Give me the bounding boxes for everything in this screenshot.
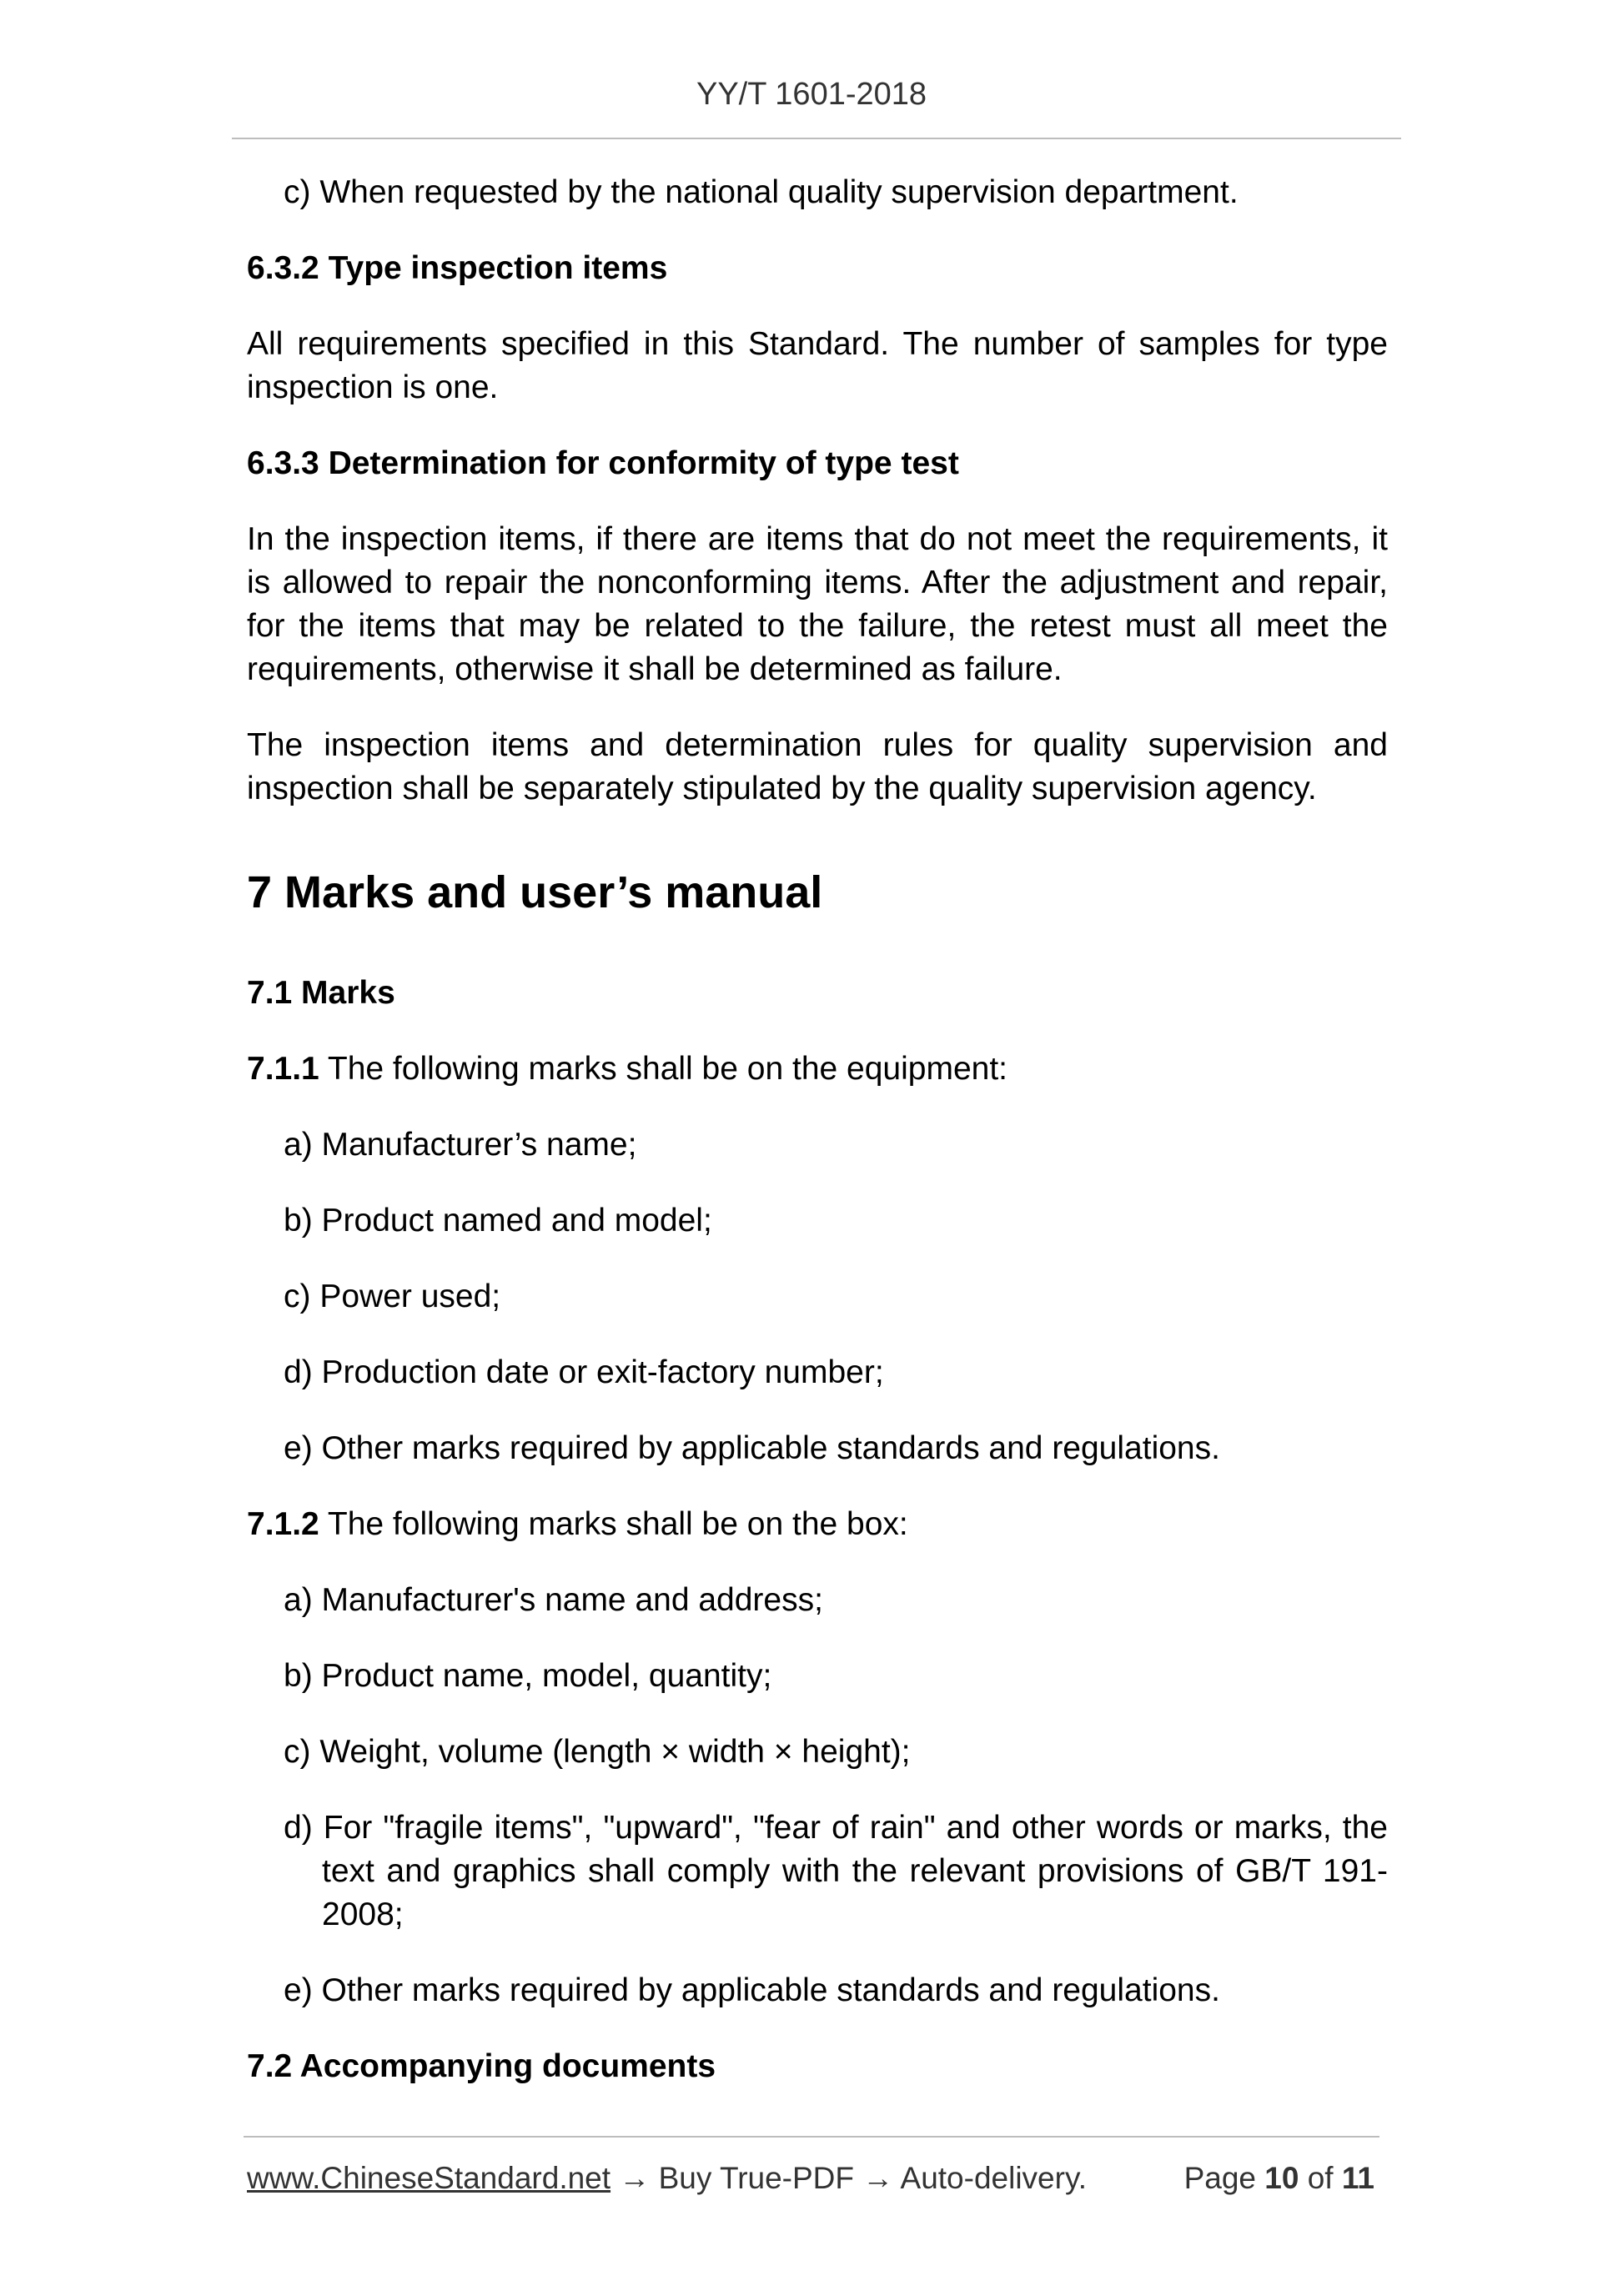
section-7-2-heading: 7.2 Accompanying documents (247, 2048, 716, 2084)
list-item: b) Product named and model; (284, 1203, 712, 1238)
list-item: e) Other marks required by applicable standards and regulations. (284, 1972, 1220, 2008)
list-item: b) Product name, model, quantity; (284, 1658, 772, 1694)
footer-promo-text: → Buy True-PDF → Auto-delivery. (611, 2161, 1087, 2195)
list-item: c) When requested by the national quality supervision department. (284, 174, 1239, 210)
list-item: e) Other marks required by applicable standards and regulations. (284, 1430, 1220, 1466)
chapter-7-heading: 7 Marks and user’s manual (247, 867, 823, 917)
running-header: YY/T 1601-2018 (696, 77, 927, 112)
total-pages: 11 (1341, 2161, 1374, 2195)
list-item: d) For "fragile items", "upward", "fear of rain" and other words or marks, the text and graphics shall comply with the relevant provisions of GB/T 191-2008; (284, 1810, 1388, 1932)
clause-number: 7.1.2 (247, 1506, 319, 1542)
clause-text: The following marks shall be on the box: (319, 1506, 908, 1542)
list-item: a) Manufacturer’s name; (284, 1127, 637, 1163)
current-page: 10 (1264, 2161, 1299, 2195)
footer-promo (247, 2158, 1087, 2198)
paragraph: All requirements specified in this Standard. The number of samples for type inspection is one. (247, 326, 1388, 405)
header-divider (232, 138, 1401, 139)
clause-7-1-2 (247, 1503, 1388, 1546)
clause-7-1-1 (247, 1048, 1388, 1091)
document-body (247, 171, 1388, 2121)
list-item: d) Production date or exit-factory number; (284, 1354, 884, 1390)
clause-text: The following marks shall be on the equipment: (319, 1051, 1007, 1087)
paragraph: The inspection items and determination rules for quality supervision and inspection shall be separately stipulated by the quality supervision agency. (247, 727, 1388, 806)
section-7-1-heading: 7.1 Marks (247, 975, 395, 1011)
clause-number: 7.1.1 (247, 1051, 319, 1087)
list-item: c) Power used; (284, 1279, 501, 1314)
paragraph: In the inspection items, if there are items that do not meet the requirements, it is allowed to repair the nonconforming items. After the adjustment and repair, for the items that may be related to the failure, the retest must all meet the requirements, otherwise it shall be determined as failure. (247, 521, 1388, 687)
of-label: of (1299, 2161, 1342, 2195)
footer-divider (244, 2136, 1379, 2138)
page-label: Page (1183, 2161, 1265, 2195)
list-item: c) Weight, volume (length × width × height); (284, 1734, 911, 1770)
website-link[interactable]: www.ChineseStandard.net (247, 2161, 611, 2195)
section-6-3-3-heading: 6.3.3 Determination for conformity of type test (247, 445, 959, 481)
list-item: a) Manufacturer's name and address; (284, 1582, 823, 1618)
page-number (1184, 2158, 1374, 2198)
section-6-3-2-heading: 6.3.2 Type inspection items (247, 250, 668, 286)
